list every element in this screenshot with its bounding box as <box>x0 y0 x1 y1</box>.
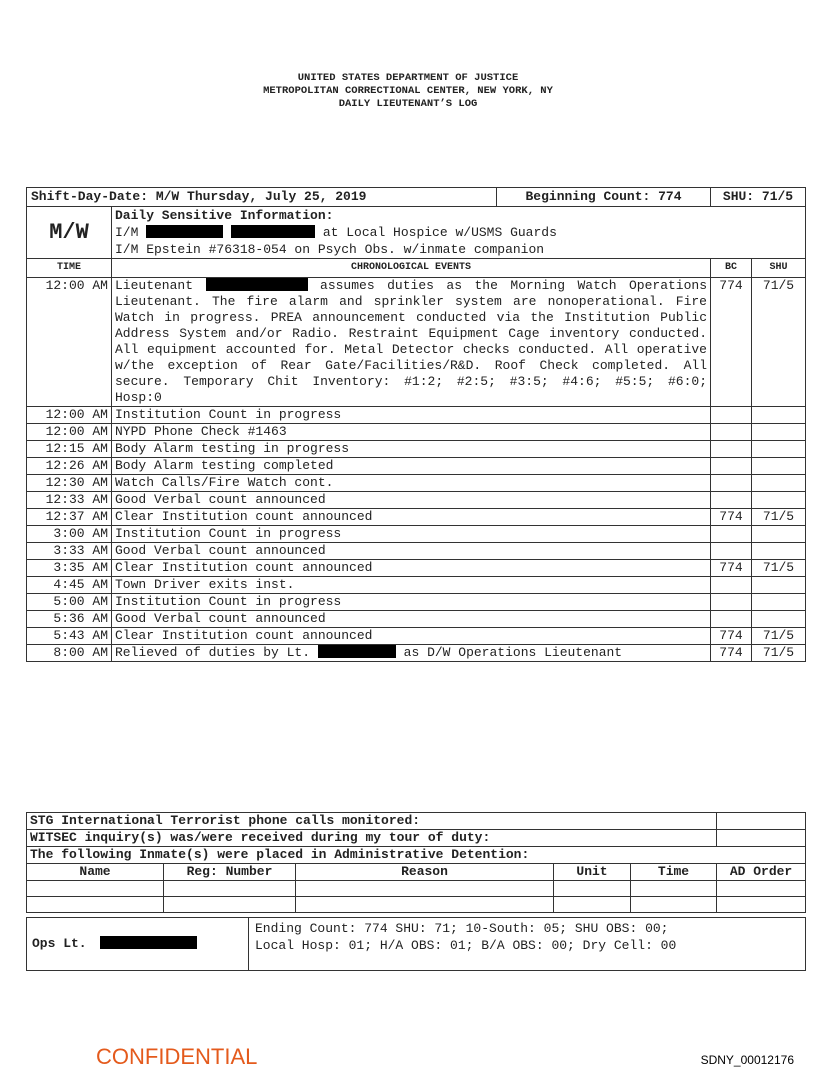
log-entry <box>27 492 806 509</box>
log-entry <box>27 475 806 492</box>
entry-shu: 71/5 <box>752 509 806 526</box>
shift-day-date: Shift-Day-Date: M/W Thursday, July 25, 2019 <box>27 188 497 207</box>
log-entry <box>27 278 806 407</box>
redaction-bar <box>206 278 308 291</box>
entry-event: Good Verbal count announced <box>112 492 711 509</box>
entry-bc <box>711 424 752 441</box>
log-entry <box>27 543 806 560</box>
entry-shu <box>752 441 806 458</box>
entry-time: 12:00 AM <box>27 278 112 407</box>
confidential-stamp: CONFIDENTIAL <box>96 1044 258 1069</box>
watch-code: M/W <box>27 207 112 259</box>
document-header <box>0 72 816 111</box>
ad-title-row <box>27 847 806 864</box>
entry-time: 12:26 AM <box>27 458 112 475</box>
entry-shu: 71/5 <box>752 628 806 645</box>
sensitive-info-title: Daily Sensitive Information: <box>115 208 334 223</box>
log-entry <box>27 458 806 475</box>
entry-time: 12:00 AM <box>27 424 112 441</box>
entry-bc: 774 <box>711 560 752 577</box>
ending-count <box>249 918 806 971</box>
ad-empty-row <box>27 897 806 913</box>
log-entry <box>27 509 806 526</box>
bates-number: SDNY_00012176 <box>700 1053 794 1067</box>
entry-shu: 71/5 <box>752 645 806 662</box>
entry-event-text: assumes duties as the Morning Watch Operations Lieutenant. The fire alarm and sprinkler system are nonoperational. Fire Watch in progress. PREA announcement conducted via the Institution Public Address System and/or Radio. Restraint Equipment Cage inventory conducted. All equipment accounted for. Metal Detector checks conducted. All operative w/the exception of Rear Gate/Facilities/R&D. Roof Check completed. All secure. Temporary Chit Inventory: #1:2; #2:5; #3:5; #4:6; #5:5; #6:0; Hosp:0 <box>115 278 707 405</box>
sensitive-line1-suffix: at Local Hospice w/USMS Guards <box>322 225 557 240</box>
entry-event: Watch Calls/Fire Watch cont. <box>112 475 711 492</box>
ending-count-line1: Ending Count: 774 SHU: 71; 10-South: 05; SHU OBS: 00; <box>255 921 669 936</box>
ad-col-reason: Reason <box>296 864 554 881</box>
entry-time: 4:45 AM <box>27 577 112 594</box>
sensitive-info-row <box>27 207 806 259</box>
ops-lt-label: Ops Lt. <box>32 936 87 951</box>
header-facility: METROPOLITAN CORRECTIONAL CENTER, NEW YORK, NY <box>263 85 553 97</box>
entry-shu: 71/5 <box>752 560 806 577</box>
entry-event: Institution Count in progress <box>112 594 711 611</box>
entry-event <box>112 645 711 662</box>
entry-event: Institution Count in progress <box>112 526 711 543</box>
col-shu: SHU <box>752 259 806 278</box>
sensitive-info-line2: I/M Epstein #76318-054 on Psych Obs. w/inmate companion <box>115 242 545 257</box>
ad-column-headers <box>27 864 806 881</box>
entry-bc: 774 <box>711 509 752 526</box>
entry-event: Good Verbal count announced <box>112 611 711 628</box>
entry-bc <box>711 611 752 628</box>
entry-time: 12:15 AM <box>27 441 112 458</box>
col-bc: BC <box>711 259 752 278</box>
redaction-bar <box>100 936 197 949</box>
entry-time: 8:00 AM <box>27 645 112 662</box>
log-entry <box>27 441 806 458</box>
log-entry-relieved <box>27 645 806 662</box>
sensitive-line1-prefix: I/M <box>115 225 139 240</box>
entry-event-suffix: as D/W Operations Lieutenant <box>403 645 623 660</box>
entry-bc <box>711 543 752 560</box>
ad-empty-row <box>27 881 806 897</box>
entry-time: 5:36 AM <box>27 611 112 628</box>
entry-event: Body Alarm testing completed <box>112 458 711 475</box>
entry-time: 12:37 AM <box>27 509 112 526</box>
witsec-note: WITSEC inquiry(s) was/were received during my tour of duty: <box>27 830 717 847</box>
log-entry <box>27 577 806 594</box>
ad-col-name: Name <box>27 864 164 881</box>
entry-bc: 774 <box>711 278 752 407</box>
entry-shu <box>752 543 806 560</box>
entry-event-prefix: Relieved of duties by Lt. <box>115 645 311 660</box>
ops-row <box>27 918 806 971</box>
redaction-bar <box>318 645 396 658</box>
entry-time: 3:33 AM <box>27 543 112 560</box>
entry-shu <box>752 475 806 492</box>
stg-value <box>717 813 806 830</box>
log-entry <box>27 424 806 441</box>
column-headers <box>27 259 806 278</box>
stg-row <box>27 813 806 830</box>
entry-event: NYPD Phone Check #1463 <box>112 424 711 441</box>
entry-bc <box>711 407 752 424</box>
col-time: TIME <box>27 259 112 278</box>
log-entry <box>27 611 806 628</box>
ad-note: The following Inmate(s) were placed in Administrative Detention: <box>27 847 806 864</box>
header-log-title: DAILY LIEUTENANT’S LOG <box>338 98 478 110</box>
log-entries <box>27 407 806 645</box>
entry-time: 3:35 AM <box>27 560 112 577</box>
entry-bc <box>711 475 752 492</box>
ad-col-order: AD Order <box>717 864 806 881</box>
ad-col-reg: Reg: Number <box>164 864 296 881</box>
entry-event: Clear Institution count announced <box>112 509 711 526</box>
witsec-value <box>717 830 806 847</box>
ad-section-table <box>26 812 806 913</box>
entry-bc: 774 <box>711 628 752 645</box>
entry-shu <box>752 611 806 628</box>
ops-lt-signature <box>27 918 249 971</box>
entry-event: Body Alarm testing in progress <box>112 441 711 458</box>
entry-shu <box>752 526 806 543</box>
sensitive-info-line1 <box>115 224 802 241</box>
entry-bc <box>711 492 752 509</box>
log-entry <box>27 526 806 543</box>
entry-shu <box>752 594 806 611</box>
entry-time: 12:00 AM <box>27 407 112 424</box>
entry-event: Good Verbal count announced <box>112 543 711 560</box>
entry-shu <box>752 577 806 594</box>
entry-event: Town Driver exits inst. <box>112 577 711 594</box>
entry-time: 12:30 AM <box>27 475 112 492</box>
ops-lt-table <box>26 917 806 971</box>
ad-col-time: Time <box>631 864 717 881</box>
entry-time: 12:33 AM <box>27 492 112 509</box>
log-entry <box>27 407 806 424</box>
redaction-bar <box>231 225 315 238</box>
header-agency: UNITED STATES DEPARTMENT OF JUSTICE <box>297 72 519 84</box>
beginning-count: Beginning Count: 774 <box>497 188 711 207</box>
entry-bc: 774 <box>711 645 752 662</box>
entry-shu <box>752 458 806 475</box>
shu-count: SHU: 71/5 <box>711 188 806 207</box>
entry-bc <box>711 594 752 611</box>
col-events: CHRONOLOGICAL EVENTS <box>112 259 711 278</box>
entry-time: 5:00 AM <box>27 594 112 611</box>
entry-bc <box>711 458 752 475</box>
lieutenant-log-table <box>26 187 806 662</box>
entry-event: Clear Institution count announced <box>112 560 711 577</box>
ending-count-line2: Local Hosp: 01; H/A OBS: 01; B/A OBS: 00; Dry Cell: 00 <box>255 938 677 953</box>
entry-event: Institution Count in progress <box>112 407 711 424</box>
sensitive-info <box>112 207 806 259</box>
log-entry <box>27 594 806 611</box>
entry-time: 3:00 AM <box>27 526 112 543</box>
witsec-row <box>27 830 806 847</box>
entry-shu <box>752 424 806 441</box>
entry-shu: 71/5 <box>752 278 806 407</box>
entry-bc <box>711 441 752 458</box>
entry-bc <box>711 577 752 594</box>
log-entry <box>27 560 806 577</box>
redaction-bar <box>146 225 223 238</box>
ad-col-unit: Unit <box>554 864 631 881</box>
entry-event: Clear Institution count announced <box>112 628 711 645</box>
stg-note: STG International Terrorist phone calls monitored: <box>27 813 717 830</box>
entry-shu <box>752 492 806 509</box>
entry-bc <box>711 526 752 543</box>
entry-shu <box>752 407 806 424</box>
shift-row <box>27 188 806 207</box>
log-entry <box>27 628 806 645</box>
entry-time: 5:43 AM <box>27 628 112 645</box>
entry-event <box>112 278 711 407</box>
entry-event-prefix: Lieutenant <box>115 278 194 293</box>
